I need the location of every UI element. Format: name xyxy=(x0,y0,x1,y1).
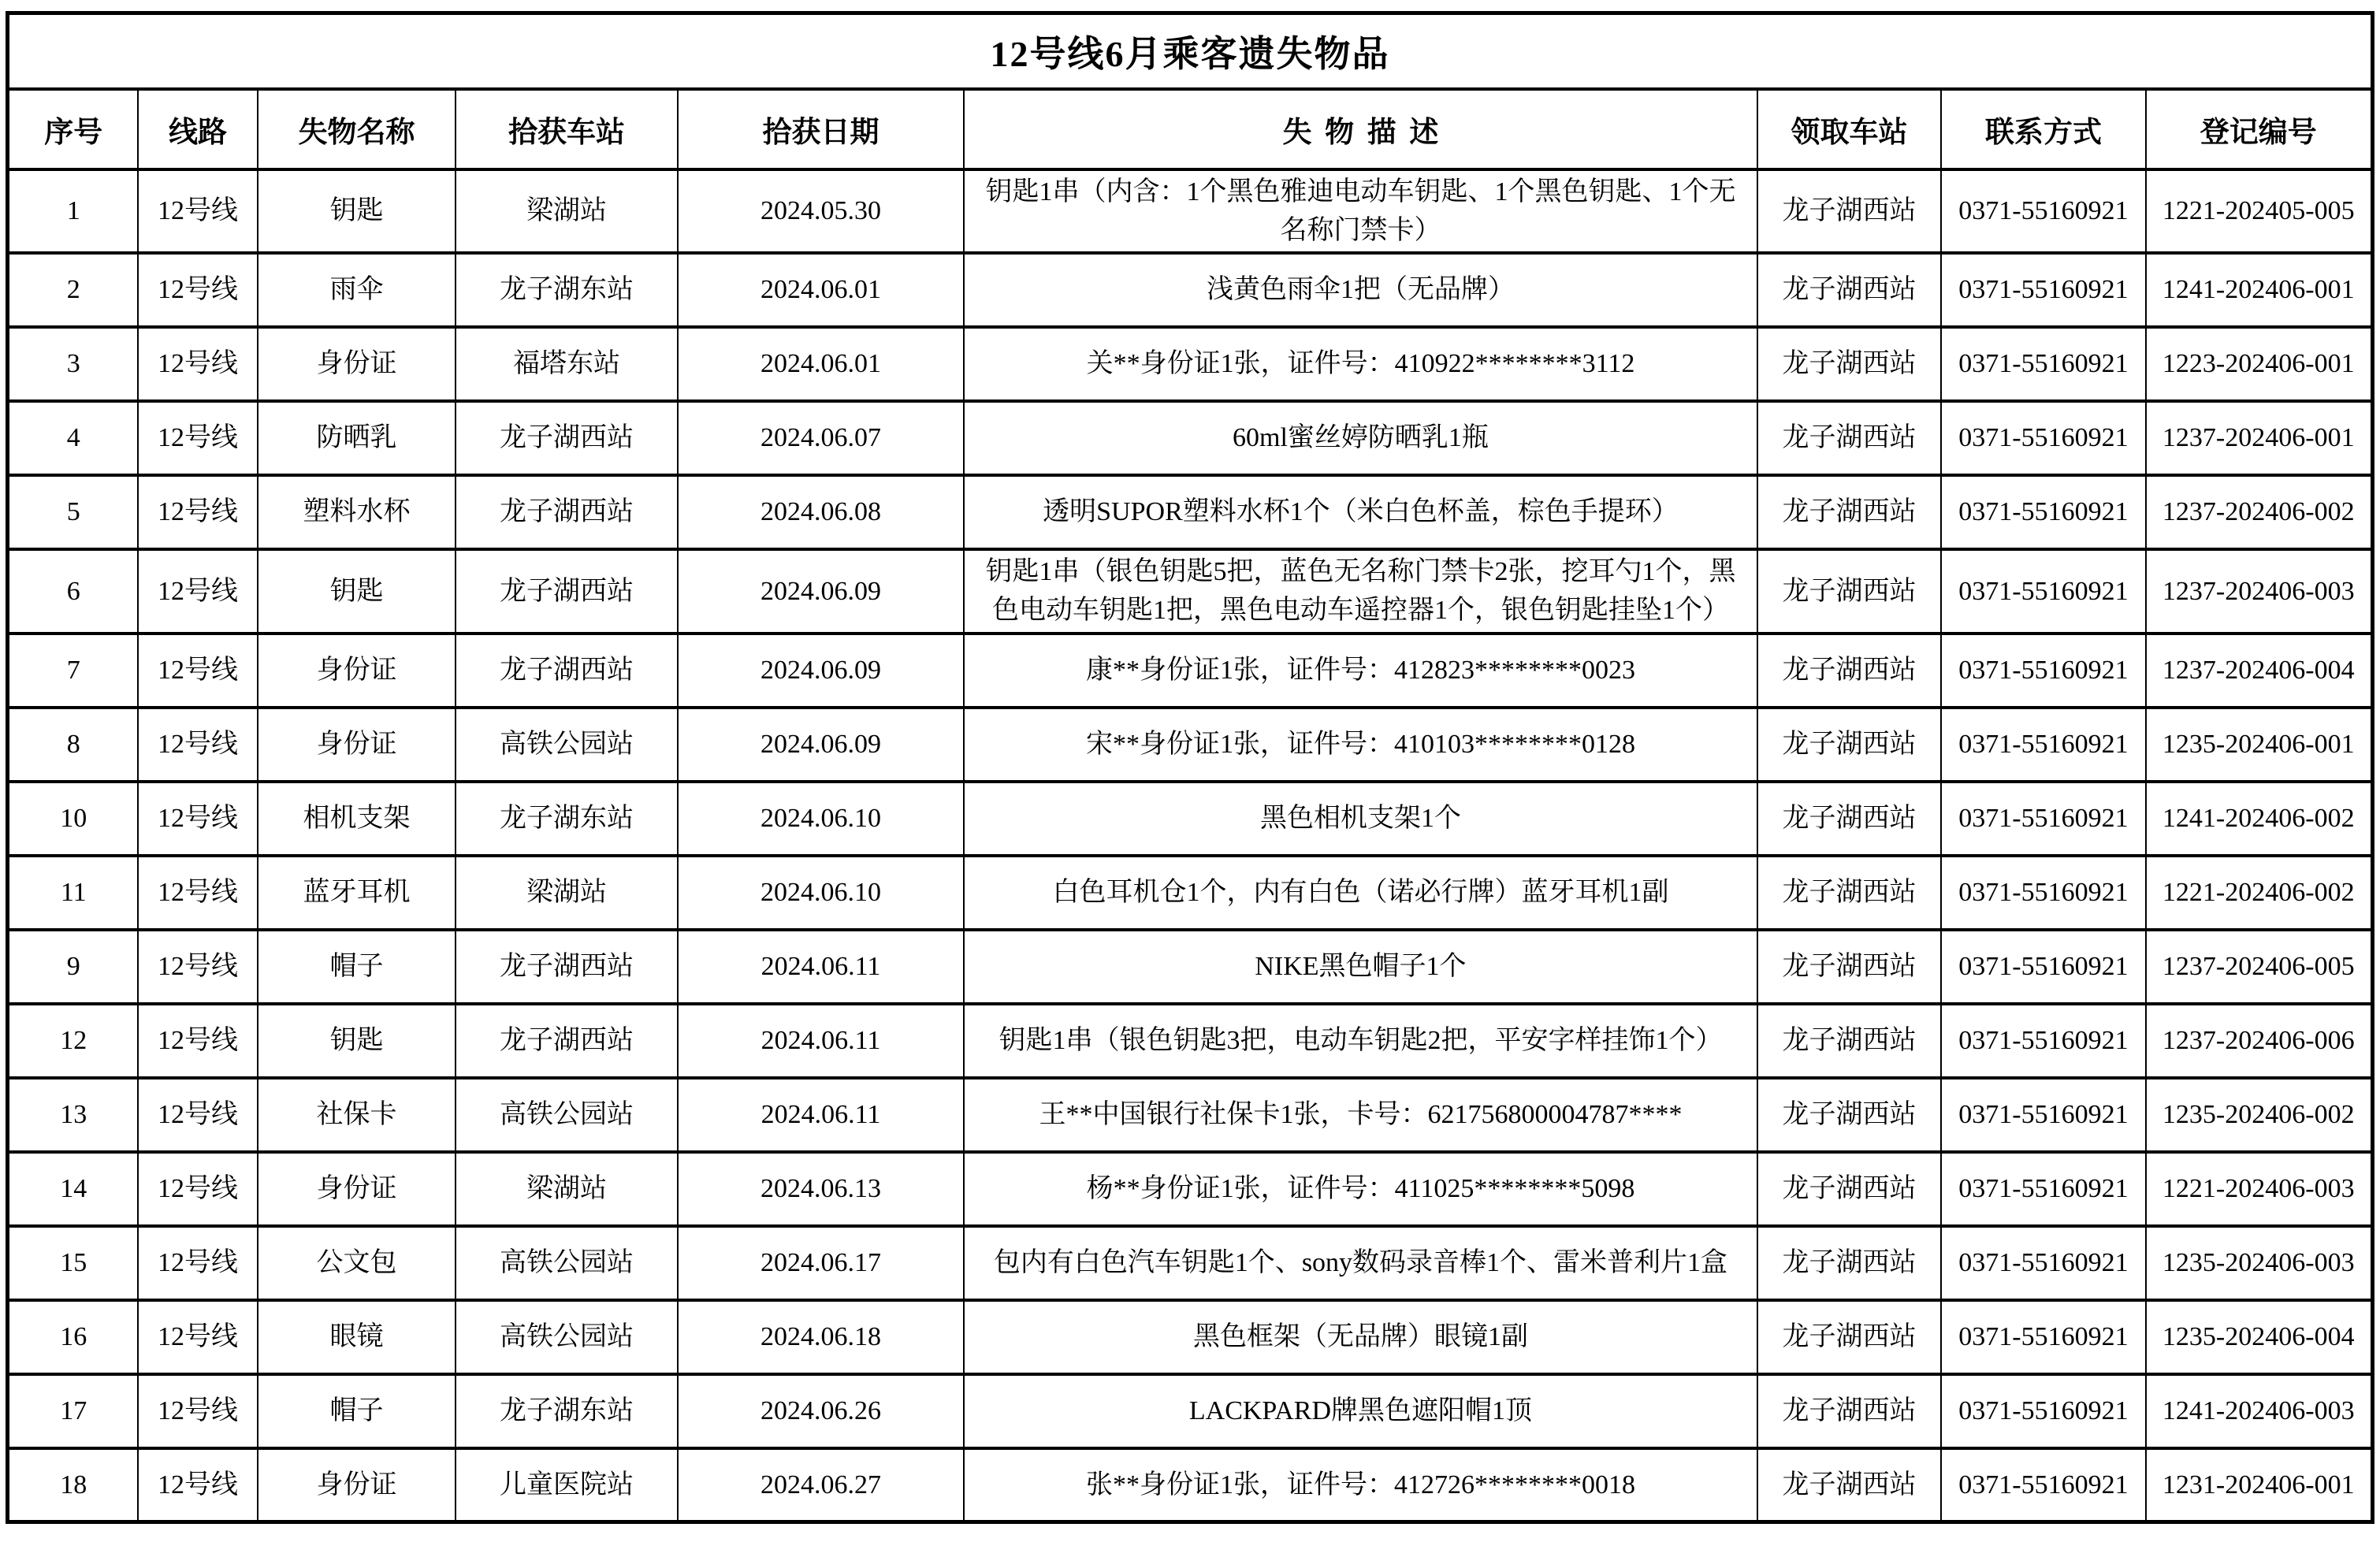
header-pickup-station: 领取车站 xyxy=(1757,89,1941,169)
found-station-cell: 高铁公园站 xyxy=(456,1300,678,1374)
title-row xyxy=(8,13,2372,89)
table-row xyxy=(8,856,2372,930)
serial-cell: 1 xyxy=(8,169,138,254)
serial-cell: 2 xyxy=(8,253,138,327)
table-row xyxy=(8,1152,2372,1226)
registration-cell: 1237-202406-006 xyxy=(2146,1004,2372,1078)
item-name-cell: 蓝牙耳机 xyxy=(258,856,456,930)
table-row xyxy=(8,1448,2372,1522)
pickup-station-cell: 龙子湖西站 xyxy=(1757,1004,1941,1078)
pickup-station-cell: 龙子湖西站 xyxy=(1757,475,1941,549)
found-date-cell: 2024.06.09 xyxy=(678,634,964,708)
contact-cell: 0371-55160921 xyxy=(1941,253,2146,327)
item-name-cell: 钥匙 xyxy=(258,1004,456,1078)
serial-cell: 18 xyxy=(8,1448,138,1522)
pickup-station-cell: 龙子湖西站 xyxy=(1757,169,1941,254)
pickup-station-cell: 龙子湖西站 xyxy=(1757,1152,1941,1226)
registration-cell: 1221-202405-005 xyxy=(2146,169,2372,254)
item-name-cell: 身份证 xyxy=(258,634,456,708)
line-cell: 12号线 xyxy=(138,1448,258,1522)
description-cell: 黑色相机支架1个 xyxy=(964,782,1757,856)
found-station-cell: 龙子湖东站 xyxy=(456,253,678,327)
description-cell: 宋**身份证1张，证件号：410103********0128 xyxy=(964,708,1757,782)
serial-cell: 8 xyxy=(8,708,138,782)
description-cell: 张**身份证1张，证件号：412726********0018 xyxy=(964,1448,1757,1522)
registration-cell: 1223-202406-001 xyxy=(2146,327,2372,401)
found-station-cell: 高铁公园站 xyxy=(456,1226,678,1300)
found-station-cell: 龙子湖西站 xyxy=(456,475,678,549)
found-date-cell: 2024.06.10 xyxy=(678,856,964,930)
description-cell: 透明SUPOR塑料水杯1个（米白色杯盖，棕色手提环） xyxy=(964,475,1757,549)
item-name-cell: 钥匙 xyxy=(258,169,456,254)
line-cell: 12号线 xyxy=(138,169,258,254)
found-date-cell: 2024.06.26 xyxy=(678,1374,964,1448)
item-name-cell: 身份证 xyxy=(258,708,456,782)
item-name-cell: 防晒乳 xyxy=(258,401,456,475)
registration-cell: 1237-202406-003 xyxy=(2146,549,2372,634)
header-serial: 序号 xyxy=(8,89,138,169)
table-row xyxy=(8,475,2372,549)
registration-cell: 1237-202406-005 xyxy=(2146,930,2372,1004)
serial-cell: 13 xyxy=(8,1078,138,1152)
registration-cell: 1221-202406-003 xyxy=(2146,1152,2372,1226)
contact-cell: 0371-55160921 xyxy=(1941,1448,2146,1522)
line-cell: 12号线 xyxy=(138,549,258,634)
contact-cell: 0371-55160921 xyxy=(1941,169,2146,254)
item-name-cell: 相机支架 xyxy=(258,782,456,856)
found-date-cell: 2024.06.27 xyxy=(678,1448,964,1522)
found-date-cell: 2024.06.13 xyxy=(678,1152,964,1226)
registration-cell: 1241-202406-003 xyxy=(2146,1374,2372,1448)
line-cell: 12号线 xyxy=(138,1152,258,1226)
pickup-station-cell: 龙子湖西站 xyxy=(1757,327,1941,401)
found-station-cell: 福塔东站 xyxy=(456,327,678,401)
pickup-station-cell: 龙子湖西站 xyxy=(1757,930,1941,1004)
found-date-cell: 2024.06.08 xyxy=(678,475,964,549)
description-cell: 钥匙1串（银色钥匙5把，蓝色无名称门禁卡2张，挖耳勺1个，黑色电动车钥匙1把，黑色电动车遥控器1个，银色钥匙挂坠1个） xyxy=(964,549,1757,634)
line-cell: 12号线 xyxy=(138,1004,258,1078)
found-station-cell: 高铁公园站 xyxy=(456,708,678,782)
contact-cell: 0371-55160921 xyxy=(1941,1300,2146,1374)
item-name-cell: 眼镜 xyxy=(258,1300,456,1374)
found-date-cell: 2024.06.11 xyxy=(678,1004,964,1078)
found-station-cell: 梁湖站 xyxy=(456,1152,678,1226)
description-cell: 王**中国银行社保卡1张，卡号：621756800004787**** xyxy=(964,1078,1757,1152)
description-cell: 白色耳机仓1个，内有白色（诺必行牌）蓝牙耳机1副 xyxy=(964,856,1757,930)
item-name-cell: 公文包 xyxy=(258,1226,456,1300)
found-station-cell: 龙子湖西站 xyxy=(456,930,678,1004)
found-station-cell: 梁湖站 xyxy=(456,169,678,254)
item-name-cell: 帽子 xyxy=(258,1374,456,1448)
serial-cell: 15 xyxy=(8,1226,138,1300)
description-cell: 浅黄色雨伞1把（无品牌） xyxy=(964,253,1757,327)
table-row xyxy=(8,1226,2372,1300)
pickup-station-cell: 龙子湖西站 xyxy=(1757,253,1941,327)
found-station-cell: 龙子湖东站 xyxy=(456,1374,678,1448)
page-title: 12号线6月乘客遗失物品 xyxy=(8,13,2372,89)
item-name-cell: 帽子 xyxy=(258,930,456,1004)
line-cell: 12号线 xyxy=(138,401,258,475)
contact-cell: 0371-55160921 xyxy=(1941,475,2146,549)
found-date-cell: 2024.05.30 xyxy=(678,169,964,254)
found-station-cell: 高铁公园站 xyxy=(456,1078,678,1152)
serial-cell: 10 xyxy=(8,782,138,856)
header-row xyxy=(8,89,2372,169)
found-date-cell: 2024.06.11 xyxy=(678,1078,964,1152)
pickup-station-cell: 龙子湖西站 xyxy=(1757,782,1941,856)
found-station-cell: 龙子湖西站 xyxy=(456,401,678,475)
pickup-station-cell: 龙子湖西站 xyxy=(1757,1448,1941,1522)
contact-cell: 0371-55160921 xyxy=(1941,1374,2146,1448)
table-row xyxy=(8,327,2372,401)
found-station-cell: 龙子湖西站 xyxy=(456,549,678,634)
serial-cell: 16 xyxy=(8,1300,138,1374)
table-row xyxy=(8,169,2372,254)
pickup-station-cell: 龙子湖西站 xyxy=(1757,549,1941,634)
registration-cell: 1241-202406-001 xyxy=(2146,253,2372,327)
serial-cell: 4 xyxy=(8,401,138,475)
table-row xyxy=(8,634,2372,708)
pickup-station-cell: 龙子湖西站 xyxy=(1757,708,1941,782)
registration-cell: 1237-202406-004 xyxy=(2146,634,2372,708)
contact-cell: 0371-55160921 xyxy=(1941,401,2146,475)
item-name-cell: 身份证 xyxy=(258,327,456,401)
header-contact: 联系方式 xyxy=(1941,89,2146,169)
pickup-station-cell: 龙子湖西站 xyxy=(1757,1374,1941,1448)
pickup-station-cell: 龙子湖西站 xyxy=(1757,401,1941,475)
registration-cell: 1235-202406-003 xyxy=(2146,1226,2372,1300)
registration-cell: 1235-202406-001 xyxy=(2146,708,2372,782)
contact-cell: 0371-55160921 xyxy=(1941,1004,2146,1078)
table-row xyxy=(8,1374,2372,1448)
contact-cell: 0371-55160921 xyxy=(1941,856,2146,930)
found-date-cell: 2024.06.09 xyxy=(678,549,964,634)
contact-cell: 0371-55160921 xyxy=(1941,1152,2146,1226)
serial-cell: 6 xyxy=(8,549,138,634)
header-item-name: 失物名称 xyxy=(258,89,456,169)
found-date-cell: 2024.06.11 xyxy=(678,930,964,1004)
pickup-station-cell: 龙子湖西站 xyxy=(1757,634,1941,708)
found-station-cell: 龙子湖西站 xyxy=(456,634,678,708)
table-row xyxy=(8,1300,2372,1374)
found-date-cell: 2024.06.01 xyxy=(678,327,964,401)
pickup-station-cell: 龙子湖西站 xyxy=(1757,1300,1941,1374)
found-station-cell: 儿童医院站 xyxy=(456,1448,678,1522)
found-station-cell: 龙子湖东站 xyxy=(456,782,678,856)
line-cell: 12号线 xyxy=(138,253,258,327)
table-row xyxy=(8,930,2372,1004)
contact-cell: 0371-55160921 xyxy=(1941,708,2146,782)
contact-cell: 0371-55160921 xyxy=(1941,327,2146,401)
item-name-cell: 钥匙 xyxy=(258,549,456,634)
description-cell: 包内有白色汽车钥匙1个、sony数码录音棒1个、雷米普利片1盒 xyxy=(964,1226,1757,1300)
found-station-cell: 梁湖站 xyxy=(456,856,678,930)
item-name-cell: 塑料水杯 xyxy=(258,475,456,549)
header-registration: 登记编号 xyxy=(2146,89,2372,169)
line-cell: 12号线 xyxy=(138,1300,258,1374)
description-cell: 60ml蜜丝婷防晒乳1瓶 xyxy=(964,401,1757,475)
line-cell: 12号线 xyxy=(138,708,258,782)
found-date-cell: 2024.06.17 xyxy=(678,1226,964,1300)
lost-items-table xyxy=(6,11,2374,1524)
serial-cell: 14 xyxy=(8,1152,138,1226)
line-cell: 12号线 xyxy=(138,634,258,708)
registration-cell: 1235-202406-004 xyxy=(2146,1300,2372,1374)
serial-cell: 3 xyxy=(8,327,138,401)
contact-cell: 0371-55160921 xyxy=(1941,1078,2146,1152)
serial-cell: 11 xyxy=(8,856,138,930)
table-row xyxy=(8,782,2372,856)
description-cell: 钥匙1串（银色钥匙3把，电动车钥匙2把，平安字样挂饰1个） xyxy=(964,1004,1757,1078)
table-row xyxy=(8,1078,2372,1152)
item-name-cell: 身份证 xyxy=(258,1448,456,1522)
serial-cell: 7 xyxy=(8,634,138,708)
description-cell: 黑色框架（无品牌）眼镜1副 xyxy=(964,1300,1757,1374)
serial-cell: 12 xyxy=(8,1004,138,1078)
line-cell: 12号线 xyxy=(138,327,258,401)
line-cell: 12号线 xyxy=(138,1078,258,1152)
contact-cell: 0371-55160921 xyxy=(1941,634,2146,708)
header-description: 失物描述 xyxy=(964,89,1757,169)
description-cell: 钥匙1串（内含：1个黑色雅迪电动车钥匙、1个黑色钥匙、1个无名称门禁卡） xyxy=(964,169,1757,254)
contact-cell: 0371-55160921 xyxy=(1941,930,2146,1004)
line-cell: 12号线 xyxy=(138,930,258,1004)
found-date-cell: 2024.06.01 xyxy=(678,253,964,327)
table-row xyxy=(8,253,2372,327)
description-cell: LACKPARD牌黑色遮阳帽1顶 xyxy=(964,1374,1757,1448)
registration-cell: 1221-202406-002 xyxy=(2146,856,2372,930)
table-row xyxy=(8,401,2372,475)
registration-cell: 1241-202406-002 xyxy=(2146,782,2372,856)
description-cell: 康**身份证1张，证件号：412823********0023 xyxy=(964,634,1757,708)
line-cell: 12号线 xyxy=(138,475,258,549)
contact-cell: 0371-55160921 xyxy=(1941,549,2146,634)
description-cell: 关**身份证1张，证件号：410922********3112 xyxy=(964,327,1757,401)
found-date-cell: 2024.06.09 xyxy=(678,708,964,782)
item-name-cell: 雨伞 xyxy=(258,253,456,327)
table-row xyxy=(8,1004,2372,1078)
pickup-station-cell: 龙子湖西站 xyxy=(1757,1078,1941,1152)
header-line: 线路 xyxy=(138,89,258,169)
found-station-cell: 龙子湖西站 xyxy=(456,1004,678,1078)
header-found-date: 拾获日期 xyxy=(678,89,964,169)
pickup-station-cell: 龙子湖西站 xyxy=(1757,1226,1941,1300)
serial-cell: 9 xyxy=(8,930,138,1004)
header-found-station: 拾获车站 xyxy=(456,89,678,169)
line-cell: 12号线 xyxy=(138,856,258,930)
serial-cell: 17 xyxy=(8,1374,138,1448)
table-row xyxy=(8,549,2372,634)
registration-cell: 1235-202406-002 xyxy=(2146,1078,2372,1152)
registration-cell: 1231-202406-001 xyxy=(2146,1448,2372,1522)
found-date-cell: 2024.06.18 xyxy=(678,1300,964,1374)
description-cell: NIKE黑色帽子1个 xyxy=(964,930,1757,1004)
contact-cell: 0371-55160921 xyxy=(1941,1226,2146,1300)
item-name-cell: 身份证 xyxy=(258,1152,456,1226)
item-name-cell: 社保卡 xyxy=(258,1078,456,1152)
registration-cell: 1237-202406-001 xyxy=(2146,401,2372,475)
serial-cell: 5 xyxy=(8,475,138,549)
table-body xyxy=(8,169,2372,1522)
found-date-cell: 2024.06.07 xyxy=(678,401,964,475)
pickup-station-cell: 龙子湖西站 xyxy=(1757,856,1941,930)
line-cell: 12号线 xyxy=(138,1374,258,1448)
contact-cell: 0371-55160921 xyxy=(1941,782,2146,856)
line-cell: 12号线 xyxy=(138,782,258,856)
table-row xyxy=(8,708,2372,782)
found-date-cell: 2024.06.10 xyxy=(678,782,964,856)
line-cell: 12号线 xyxy=(138,1226,258,1300)
registration-cell: 1237-202406-002 xyxy=(2146,475,2372,549)
description-cell: 杨**身份证1张，证件号：411025********5098 xyxy=(964,1152,1757,1226)
